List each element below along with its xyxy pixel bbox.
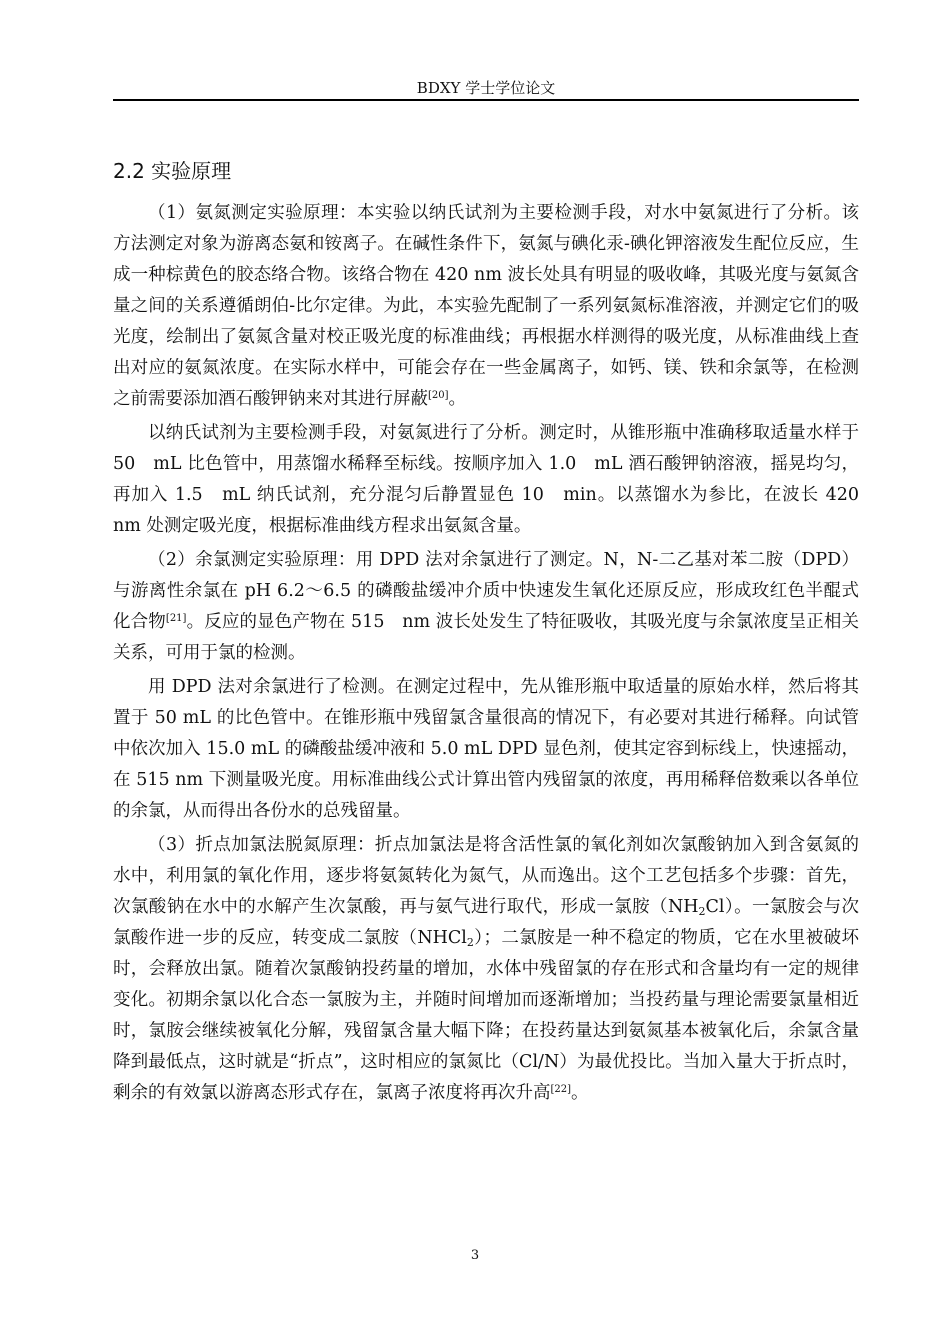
header-rule [113, 99, 859, 101]
paragraph-chlorine-procedure [113, 672, 859, 827]
paragraph-text: ）；二氯胺是一种不稳定的物质，它在水里被破坏时，会释放出氯。随着次氯酸钠投药量的增加，水体中残留氯的存在形式和含量均有一定的规律变化。初期余氯以化合态一氯胺为主，并随时间增加而逐渐增加；当投药量与理论需要氯量相近时，氯胺会继续被氧化分解，残留氯含量大幅下降；在投药量达到氨氮基本被氧化后，余氯含量降到最低点，这时就是“折点”，这时相应的氯氮比（Cl/N）为最优投比。当加入量大于折点时，剩余的有效氯以游离态形式存在，氯离子浓度将再次升高 [113, 928, 860, 1103]
citation-ref: [22] [550, 1084, 572, 1095]
citation-ref: [20] [428, 390, 449, 401]
paragraph-chlorine-principle [113, 545, 859, 669]
running-header: BDXY 学士学位论文 [416, 79, 556, 97]
paragraph-ammonia-procedure [113, 418, 877, 542]
paragraph-text: （2）余氯测定实验原理：用 DPD 法对余氯进行了测定。N，N-二乙基对苯二胺（DPD）与游离性余氯在 pH 6.2～6.5 的磷酸盐缓冲介质中快速发生氧化还原反应，形成玫红色半醌式化合物 [113, 550, 859, 632]
paragraph-text: （3）折点加氯法脱氮原理：折点加氯法是将含活性氯的氧化剂如次氯酸钠加入到含氨氮的水中，利用氯的氧化作用，逐步将氨氮转化为氮气，从而逸出。这个工艺包括多个步骤：首先，次氯酸钠在水中的水解产生次氯酸，再与氨气进行取代，形成一氯胺（NH [113, 835, 859, 917]
body-text [113, 198, 877, 1112]
citation-ref: [21] [165, 613, 187, 624]
paragraph-text: 以纳氏试剂为主要检测手段，对氨氮进行了分析。测定时，从锥形瓶中准确移取适量水样于 50 mL 比色管中，用蒸馏水稀释至标线。按顺序加入 1.0 mL 酒石酸钾钠溶液，摇晃均匀，再加入 1.5 mL 纳氏试剂，充分混匀后静置显色 10 min。以蒸馏水为参比，在波长 420 nm 处测定吸光度，根据标准曲线方程求出氨氮含量。 [113, 423, 877, 536]
paragraph-breakpoint-principle [113, 830, 859, 1109]
paragraph-text: （1）氨氮测定实验原理：本实验以纳氏试剂为主要检测手段，对水中氨氮进行了分析。该方法测定对象为游离态氨和铵离子。在碱性条件下，氨氮与碘化汞-碘化钾溶液发生配位反应，生成一种棕黄色的胶态络合物。该络合物在 420 nm 波长处具有明显的吸收峰，其吸光度与氨氮含量之间的关系遵循朗伯-比尔定律。为此，本实验先配制了一系列氨氮标准溶液，并测定它们的吸光度，绘制出了氨氮含量对校正吸光度的标准曲线；再根据水样测得的吸光度，从标准曲线上查出对应的氨氮浓度。在实际水样中，可能会存在一些金属离子，如钙、镁、铁和余氯等，在检测之前需要添加酒石酸钾钠来对其进行屏蔽 [113, 203, 859, 409]
paragraph-text: Cl）。一氯胺会与次氯酸作进一步的反应，转变成二氯胺（NHCl [113, 897, 859, 948]
paragraph-text: 用 DPD 法对余氯进行了检测。在测定过程中，先从锥形瓶中取适量的原始水样，然后将其置于 50 mL 的比色管中。在锥形瓶中残留氯含量很高的情况下，有必要对其进行稀释。向试管中依次加入 15.0 mL 的磷酸盐缓冲液和 5.0 mL DPD 显色剂，使其定容到标线上，快速摇动，在 515 nm 下测量吸光度。用标准曲线公式计算出管内残留氯的浓度，再用稀释倍数乘以各单位的余氯，从而得出各份水的总残留量。 [113, 677, 859, 821]
subscript: 2 [698, 905, 706, 918]
paragraph-end: 。 [571, 1083, 589, 1103]
section-title: 2.2 实验原理 [113, 159, 232, 183]
paragraph-ammonia-principle [113, 198, 859, 415]
subscript: 2 [466, 936, 474, 949]
paragraph-end: 。 [448, 389, 467, 409]
paragraph-text-rest: 。反应的显色产物在 515 nm 波长处发生了特征吸收，其吸光度与余氯浓度呈正相关关系，可用于氯的检测。 [113, 612, 860, 663]
page-number: 3 [470, 1248, 480, 1263]
